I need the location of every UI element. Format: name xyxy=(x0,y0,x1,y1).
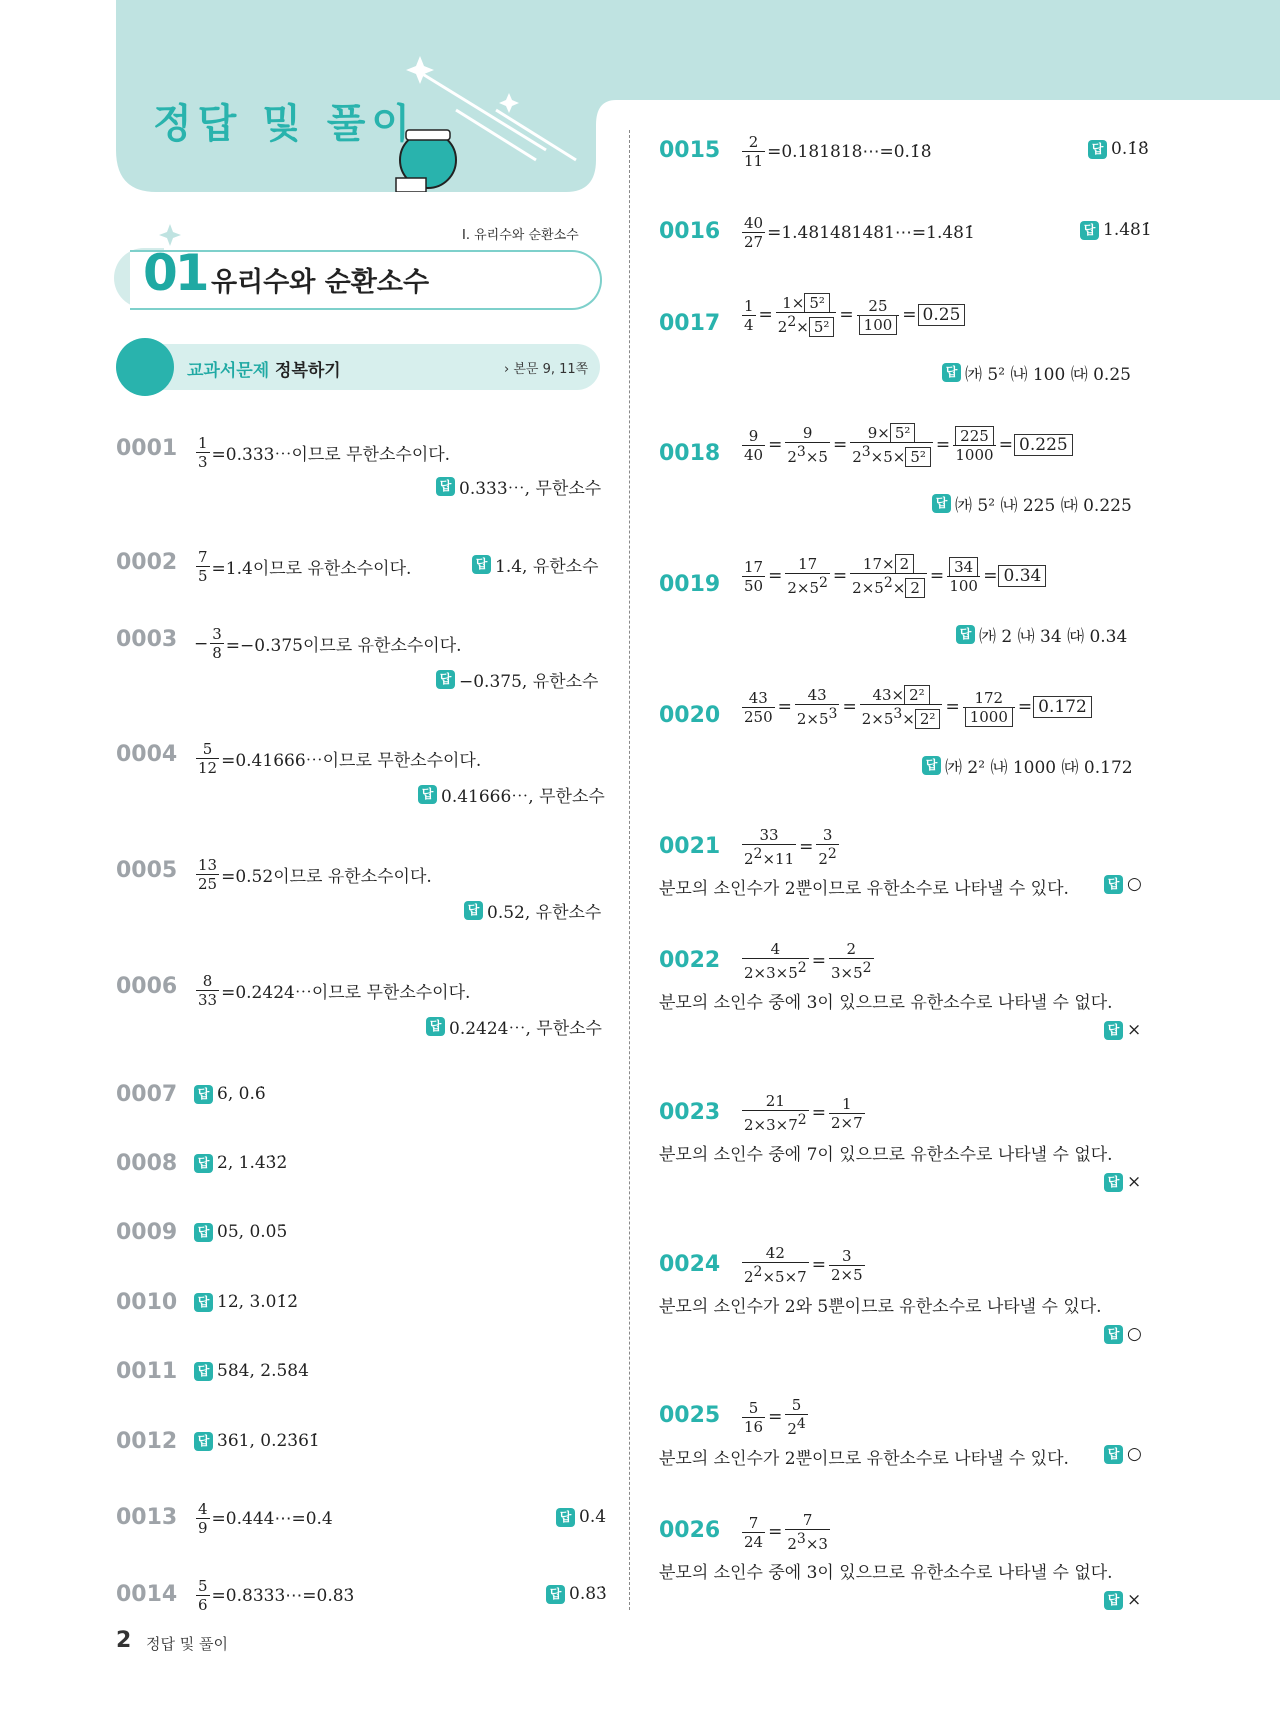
problem-number: 0012 xyxy=(116,1429,178,1454)
problem-number: 0019 xyxy=(659,572,721,597)
answer-badge: 답 xyxy=(436,477,455,496)
answer: 답 1.4, 유한소수 xyxy=(472,552,599,577)
problem-number: 0009 xyxy=(116,1220,178,1245)
problem-number: 0026 xyxy=(659,1518,721,1543)
answer: 답 0.41666⋯, 무한소수 xyxy=(418,782,605,807)
solution-equation: $\frac{7}{24}$ = $\frac{7}{2^3\times 3}$ xyxy=(744,1511,828,1553)
answer: 답 × xyxy=(1104,1172,1141,1192)
answer: 답 ㈎ 2² ㈏ 1000 ㈐ 0.172 xyxy=(922,753,1133,778)
answer: 답 361, 0.23̇61̇ xyxy=(194,1431,320,1451)
problem-number: 0016 xyxy=(659,219,721,244)
explanation: 분모의 소인수가 2뿐이므로 유한소수로 나타낼 수 있다. xyxy=(659,1449,1069,1469)
answer: 답 × xyxy=(1104,1020,1141,1040)
problem-number: 0015 xyxy=(659,138,721,163)
solution-equation: $\frac{1}{4}$ = $\frac{\text{1× 5²}}{2^2\times 5^2}$ = $\frac{25}{100}$ = 0.25 xyxy=(740,294,965,336)
problem-number: 0021 xyxy=(659,834,721,859)
solution-equation: $\frac{33}{2^2\times 11}$ = $\frac{3}{2^2}$ xyxy=(744,826,837,868)
explanation: 분모의 소인수 중에 3이 있으므로 유한소수로 나타낼 수 없다. xyxy=(659,1563,1113,1583)
answer: 답 ㈎ 2 ㈏ 34 ㈐ 0.34 xyxy=(956,622,1127,647)
answer: 답 1.4̇81̇ xyxy=(1080,220,1152,240)
solution-equation: $\frac{21}{2\times 3\times 7^2}$ = $\frac{1}{2\times 7}$ xyxy=(744,1092,863,1134)
problem-number: 0024 xyxy=(659,1252,721,1277)
problem-number: 0004 xyxy=(116,742,178,767)
problem-number: 0018 xyxy=(659,441,721,466)
solution-equation: $\frac{9}{40}$ = $\frac{9}{2^3\times 5}$ = $\frac{\text{9× 5²}}{2^3\times 5\times 5^2}$ = $\frac{225}{1000}$ = 0.225 xyxy=(740,424,1073,466)
page-number: 2 xyxy=(116,1628,132,1653)
solution-equation: $\frac{42}{2^2\times 5\times 7}$ = $\frac{3}{2\times 5}$ xyxy=(744,1244,863,1286)
problem-number: 0025 xyxy=(659,1403,721,1428)
answer: 답 05, 0.0̇5̇ xyxy=(194,1222,287,1242)
answer: 답 6, 0.6̇ xyxy=(194,1084,266,1104)
answer: 답 2, 1.43̇2̇ xyxy=(194,1153,287,1173)
section-label: 교과서문제 정복하기 xyxy=(187,361,341,381)
explanation: 분모의 소인수 중에 7이 있으므로 유한소수로 나타낼 수 없다. xyxy=(659,1145,1113,1165)
problem-number: 0013 xyxy=(116,1505,178,1530)
solution-equation: $\frac{17}{50}$ = $\frac{17}{2\times 5^2}$ = $\frac{17\times 2}{2\times 5^2\times 2}$ = $\frac{34}{100}$ = 0.34 xyxy=(740,555,1046,597)
chapter-number: 01 xyxy=(143,244,207,302)
chapter-title: 유리수와 순환소수 xyxy=(211,267,430,298)
explanation: 분모의 소인수가 2와 5뿐이므로 유한소수로 나타낼 수 있다. xyxy=(659,1297,1102,1317)
problem-number: 0002 xyxy=(116,550,178,575)
problem-number: 0006 xyxy=(116,974,178,999)
solution-equation: $\frac{2}{11}$ =0.181818⋯=0.1̇8̇ xyxy=(744,133,932,170)
answer: 답 0.1̇8̇ xyxy=(1088,139,1149,159)
chapter-breadcrumb: Ⅰ. 유리수와 순환소수 xyxy=(462,228,579,243)
explanation: 분모의 소인수가 2뿐이므로 유한소수로 나타낼 수 있다. xyxy=(659,879,1069,899)
solution-equation: $\frac{1}{3}$ =0.333⋯이므로 무한소수이다. xyxy=(198,434,451,471)
section-page-ref: › 본문 9, 11쪽 xyxy=(504,362,589,377)
solution-equation: $\frac{4}{9}$ =0.444⋯=0.4̇ xyxy=(198,1500,333,1537)
mascot-icon xyxy=(116,338,174,396)
answer: 답 0.333⋯, 무한소수 xyxy=(436,474,601,499)
answer: 답 −0.375, 유한소수 xyxy=(436,667,598,692)
answer: 답 × xyxy=(1104,1590,1141,1610)
solution-equation: $\frac{5}{6}$ =0.8333⋯=0.83̇ xyxy=(198,1577,355,1614)
footer-label: 정답 및 풀이 xyxy=(146,1635,228,1653)
answer: 답 ㈎ 5² ㈏ 225 ㈐ 0.225 xyxy=(932,491,1132,516)
header-title: 정답 및 풀이 xyxy=(153,101,417,147)
answer: 답 ○ xyxy=(1104,874,1142,894)
problem-number: 0010 xyxy=(116,1290,178,1315)
answer: 답 ○ xyxy=(1104,1444,1142,1464)
solution-equation: $\frac{4}{2\times 3\times 5^2}$ = $\frac{2}{3\times 5^2}$ xyxy=(744,940,872,982)
solution-equation: $\frac{40}{27}$ =1.481481481⋯=1.4̇81̇ xyxy=(744,214,975,251)
problem-number: 0022 xyxy=(659,948,721,973)
answer: 답 ㈎ 5² ㈏ 100 ㈐ 0.25 xyxy=(942,360,1131,385)
answer: 답 0.2424⋯, 무한소수 xyxy=(426,1014,602,1039)
problem-number: 0023 xyxy=(659,1100,721,1125)
problem-number: 0008 xyxy=(116,1151,178,1176)
solution-equation: − $\frac{3}{8}$ =−0.375이므로 유한소수이다. xyxy=(194,625,462,662)
problem-number: 0001 xyxy=(116,436,178,461)
answer: 답 ○ xyxy=(1104,1324,1142,1344)
problem-number: 0020 xyxy=(659,703,721,728)
solution-equation: $\frac{13}{25}$ =0.52이므로 유한소수이다. xyxy=(198,856,432,893)
problem-number: 0003 xyxy=(116,627,178,652)
problem-number: 0005 xyxy=(116,858,178,883)
solution-equation: $\frac{43}{250}$ = $\frac{43}{2\times 5^3}$ = $\frac{\text{43× 2²}}{2\times 5^3\times 2^2}$ = $\frac{172}{1000}$ = 0.172 xyxy=(740,686,1092,728)
problem-number: 0007 xyxy=(116,1082,178,1107)
answer: 답 584, 2.5̇84̇ xyxy=(194,1361,309,1381)
explanation: 분모의 소인수 중에 3이 있으므로 유한소수로 나타낼 수 없다. xyxy=(659,993,1113,1013)
answer: 답 0.52, 유한소수 xyxy=(464,898,601,923)
solution-equation: $\frac{7}{5}$ =1.4이므로 유한소수이다. xyxy=(198,548,412,585)
answer: 답 0.4̇ xyxy=(556,1507,606,1527)
answer: 답 0.83̇ xyxy=(546,1584,607,1604)
solution-equation: $\frac{5}{12}$ =0.41666⋯이므로 무한소수이다. xyxy=(198,740,482,777)
problem-number: 0014 xyxy=(116,1582,178,1607)
solution-equation: $\frac{8}{33}$ =0.2424⋯이므로 무한소수이다. xyxy=(198,972,471,1009)
solution-equation: $\frac{5}{16}$ = $\frac{5}{2^4}$ xyxy=(744,1396,806,1438)
problem-number: 0011 xyxy=(116,1359,178,1384)
column-divider xyxy=(629,130,630,1610)
problem-number: 0017 xyxy=(659,311,721,336)
answer: 답 12, 3.01̇2̇ xyxy=(194,1292,298,1312)
